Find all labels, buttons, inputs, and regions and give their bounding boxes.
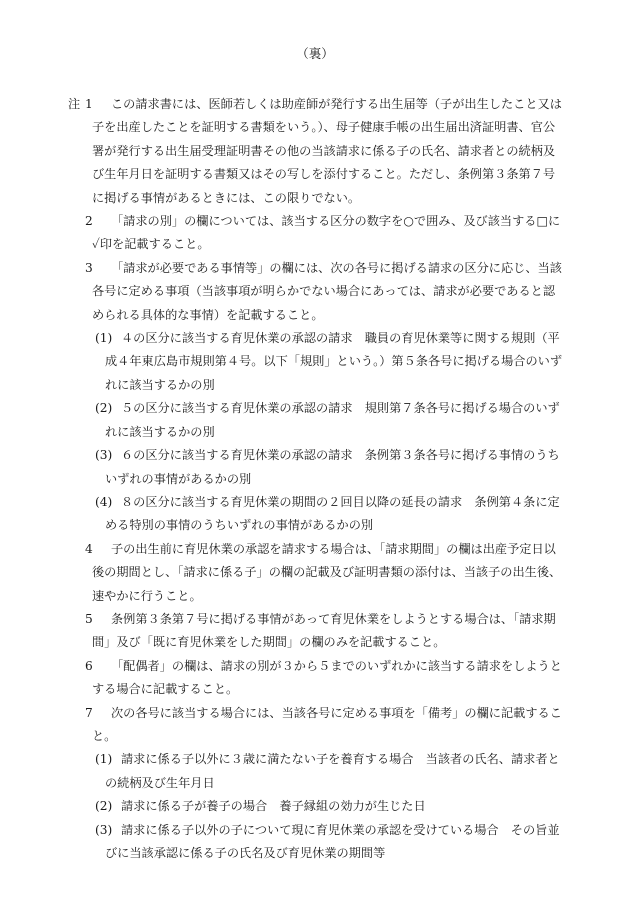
note-text: この請求書には、医師若しくは助産師が発行する出生届等（子が出生したこと又は子を出産したことを証明する書類をいう。）、母子健康手帳の出生届出済証明書、官公署が発行する出生届受理証明書その他の当該請求に係る子の氏名、請求者との続柄及び生年月日を証明する書類又はその写しを添付すること。ただし、条例第３条第７号に掲げる事情があるときには、この限りでない。 <box>92 97 562 205</box>
note-number: 5 <box>85 611 93 626</box>
note-text: 「請求が必要である事情等」の欄には、次の各号に掲げる請求の区分に応じ、当該各号に定める事項（当該事項が明らかでない場合にあっては、請求が必要であると認められる具体的な事情）を記載すること。 <box>92 260 562 322</box>
notes-section <box>0 93 630 865</box>
sub-item-number: (3) <box>95 448 113 463</box>
notes-heading: 注 <box>68 97 81 111</box>
note-text: 条例第３条第７号に掲げる事情があって育児休業をしようとする場合は、「請求期間」及び「既に育児休業をした期間」の欄のみを記載すること。 <box>92 611 556 650</box>
sub-item-text: 請求に係る子が養子の場合 養子縁組の効力が生じた日 <box>121 799 426 814</box>
sub-item <box>0 795 630 818</box>
note-item <box>0 702 630 749</box>
sub-item <box>0 327 630 397</box>
note-number: 6 <box>85 658 93 673</box>
note-item <box>0 257 630 327</box>
sub-item-text: ５の区分に該当する育児休業の承認の請求 規則第７条各号に掲げる場合のいずれに該当するかの別 <box>105 401 560 439</box>
sub-item-number: (2) <box>95 799 113 814</box>
note-number: 2 <box>85 214 93 229</box>
sub-item-text: 請求に係る子以外に３歳に満たない子を養育する場合 当該者の氏名、請求者との続柄及び生年月日 <box>105 752 560 790</box>
note-item <box>0 608 630 655</box>
note-item <box>0 538 630 608</box>
note-text: 次の各号に該当する場合には、当該各号に定める事項を「備考」の欄に記載すること。 <box>92 705 562 743</box>
sub-item <box>0 397 630 444</box>
sub-item-number: (2) <box>95 401 113 416</box>
sub-item <box>0 491 630 538</box>
sub-item-number: (1) <box>95 752 113 767</box>
sub-item-text: ４の区分に該当する育児休業の承認の請求 職員の育児休業等に関する規則（平成４年東広島市規則第４号。以下「規則」という。）第５条各号に掲げる場合のいずれに該当するかの別 <box>105 331 563 392</box>
sub-item <box>0 819 630 866</box>
note-number: 4 <box>85 541 93 556</box>
note-item <box>0 93 630 210</box>
note-number: 3 <box>85 260 93 275</box>
sub-item-text: 請求に係る子以外の子について現に育児休業の承認を受けている場合 その旨並びに当該承認に係る子の氏名及び育児休業の期間等 <box>105 822 560 860</box>
note-item <box>0 210 630 257</box>
note-text: 「請求の別」の欄については、該当する区分の数字を○で囲み、及び該当する□に✓印を記載すること。 <box>92 214 561 252</box>
note-item <box>0 655 630 702</box>
note-text: 子の出生前に育児休業の承認を請求する場合は、「請求期間」の欄は出産予定日以後の期間とし、「請求に係る子」の欄の記載及び証明書類の添付は、当該子の出生後、速やかに行うこと。 <box>92 541 562 603</box>
sub-item <box>0 748 630 795</box>
sub-item-number: (4) <box>95 494 113 509</box>
sub-item-number: (3) <box>95 822 113 837</box>
sub-item-number: (1) <box>95 331 113 346</box>
sub-item <box>0 444 630 491</box>
note-text: 「配偶者」の欄は、請求の別が３から５までのいずれかに該当する請求をしようとする場合に記載すること。 <box>92 658 562 697</box>
page-side-label: （裏） <box>296 46 334 61</box>
note-number: 1 <box>85 97 93 111</box>
sub-item-text: ８の区分に該当する育児休業の期間の２回目以降の延長の請求 条例第４条に定める特別の事情のうちいずれの事情があるかの別 <box>105 494 560 533</box>
note-number: 7 <box>85 705 93 720</box>
sub-item-text: ６の区分に該当する育児休業の承認の請求 条例第３条各号に掲げる事情のうちいずれの事情があるかの別 <box>105 448 560 486</box>
